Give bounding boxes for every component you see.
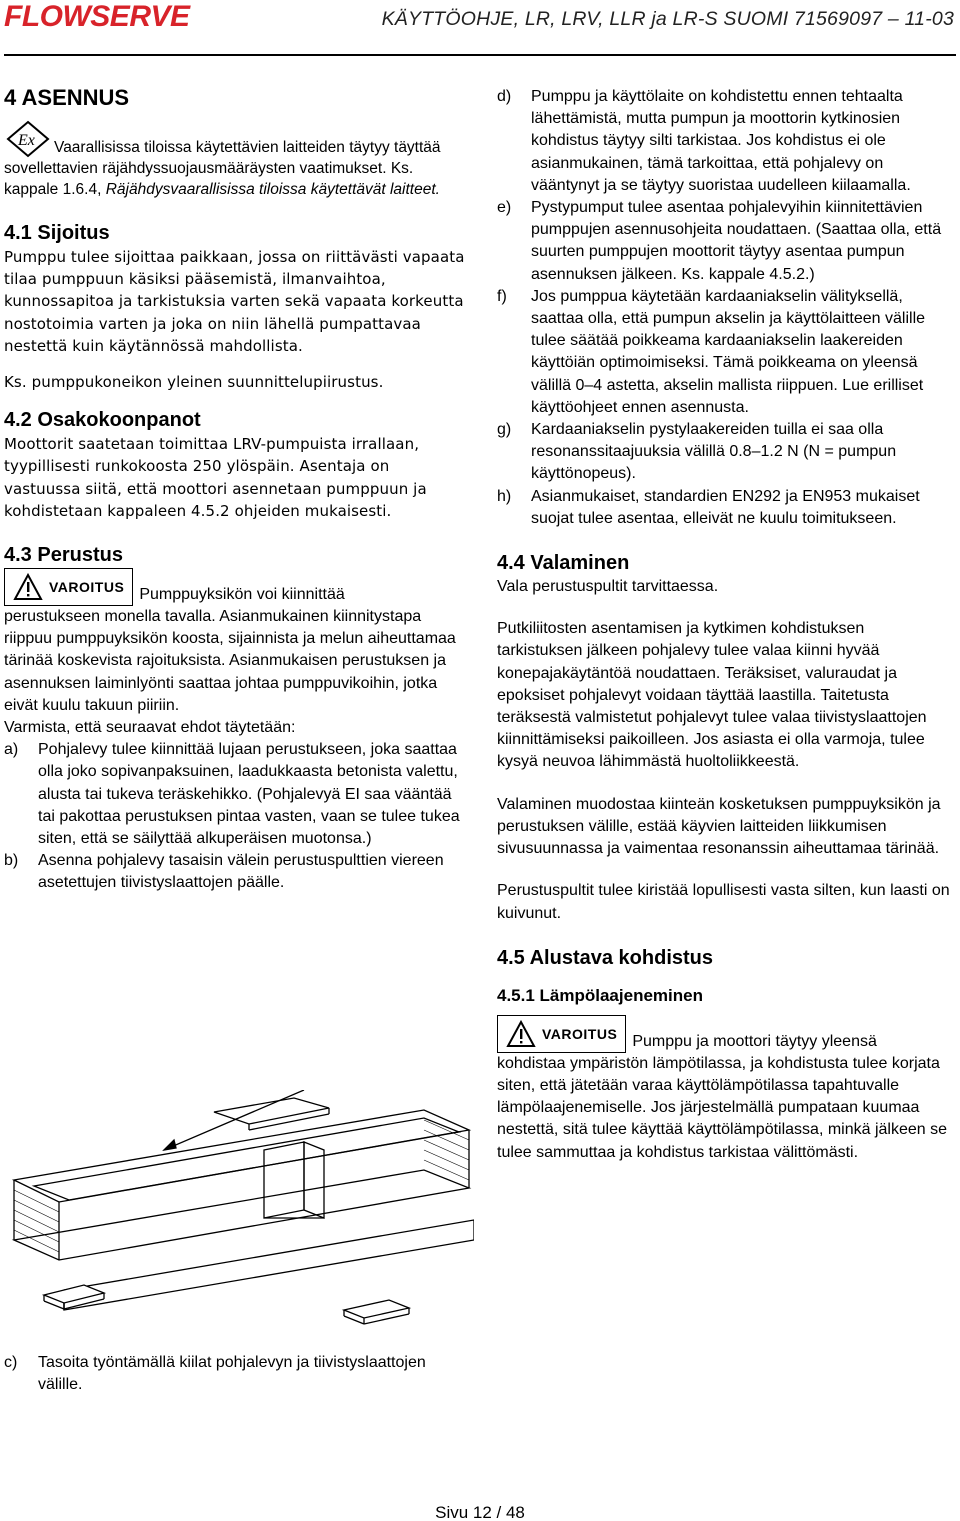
verify-intro: Varmista, että seuraavat ehdot täytetään: <box>4 719 296 737</box>
warning-badge: VAROITUS <box>4 568 133 606</box>
grout-paragraph-3: Valaminen muodostaa kiinteän kosketuksen pumppuyksikön ja perustuksen välille, estää käyvien laitteiden liikkumisen sivusuunnassa ja vaimentaa resonanssin aiheuttamaa tärinää. <box>497 795 941 858</box>
grout-paragraph-1: Vala perustuspultit tarvittaessa. <box>497 578 719 596</box>
alignment-conditions-list <box>497 86 953 530</box>
section-heading-parts: 4.2 Osakokoonpanot <box>4 409 201 432</box>
section-heading-grouting: 4.4 Valaminen <box>497 552 630 575</box>
grout-paragraph-2: Putkiliitosten asentamisen ja kytkimen kohdistuksen tarkistuksen jälkeen pohjalevy tulee valaa kiinni hyvää konepajakäytäntöä noudattaen. Teräksiset, valuraudat ja epoksiset pohjalevyt voidaan täyttää laastilla. Taitetusta teräksestä valmistetut pohjalevyt tulee valaa tiivistyslaattojen kiinnittämiseksi paikoilleen. Jos asiasta ei olla varmoja, tulee kysyä neuvoa lähimmästä huoltoliikkeestä. <box>497 620 927 771</box>
foundation-conditions-list <box>4 739 466 894</box>
thermal-paragraph-cont: kohdistaa ympäristön lämpötilassa, ja kohdistusta tulee korjata siten, että jätetään varaa käyttölämpötilassa tapahtuvalle lämpölaajenemiselle. Jos järjestelmällä pumpataan kuumaa nestettä, sitä tulee käyttää käyttölämpötilassa, minkä jälkeen se tulee sammuttaa ja kohdistus tarkistaa välittömästi. <box>497 1054 948 1161</box>
list-item: e) Pystypumput tulee asentaa pohjalevyihin kiinnitettävien pumppujen asennusohjeita noudattaen. (Saattaa olla, että suurten pumppujen moottorit täytyy asentaa pumpun asennuksen jälkeen. Ks. kappale 4.5.2.) <box>497 199 942 283</box>
list-item: d) Pumppu ja käyttölaite on kohdistettu ennen tehtaalta lähettämistä, mutta pumpun ja moottorin kytkinosien kohdistus täytyy silti tarkistaa. Jos kohdistus ei ole asianmukainen, tämä tarkoittaa, että pohjalevy on vääntynyt ja se täytyy suoristaa uudelleen kiilaamalla. <box>497 88 911 194</box>
baseplate-illustration <box>4 1090 474 1350</box>
logo-text: FLOWSERVE <box>4 0 190 33</box>
page-number: Sivu 12 / 48 <box>435 1503 525 1521</box>
warning-triangle-icon <box>13 573 43 601</box>
section-heading-location: 4.1 Sijoitus <box>4 222 110 244</box>
step-c <box>4 1352 466 1396</box>
list-item: c) Tasoita työntämällä kiilat pohjalevyn ja tiivistyslaattojen välille. <box>4 1354 426 1394</box>
list-item: a) Pohjalevy tulee kiinnittää lujaan perustukseen, joka saattaa olla joko sopivanpaksuinen, laadukkaasta betonista valettu, alusta tai tukeva teräskehikko. (Pohjalevyä EI saa vääntää tai pakottaa perustuksen pintaa vasten, vaan se tulee tukea siten, että se säilyttää alkuperäisen muotonsa.) <box>4 741 460 848</box>
parts-paragraph: Moottorit saatetaan toimittaa LRV-pumpuista irrallaan, tyypillisesti runkokoosta 250 ylöspäin. Asentaja on vastuussa siitä, että moottori asennetaan pumppuun ja kohdistetaan kappaleen 4.5.2 ohjeiden mukaisesti. <box>4 435 427 520</box>
right-column <box>497 86 953 1164</box>
list-item: h) Asianmukaiset, standardien EN292 ja EN953 mukaiset suojat tulee asentaa, elleivät ne kuulu toimitukseen. <box>497 487 920 527</box>
document-title: KÄYTTÖOHJE, LR, LRV, LLR ja LR-S SUOMI 71569097 – 11-03 <box>381 8 954 30</box>
page-header <box>0 0 960 60</box>
location-paragraph: Pumppu tulee sijoittaa paikkaan, jossa on riittävästi vapaata tilaa pumppuun käsiksi pääsemistä, ilmanvaihtoa, kunnossapitoa ja tarkistuksia varten sekä vapaata korkeutta nostotoimia varten ja joka on niin lähellä pumpattavaa nestettä kuin käytännössä mahdollista. <box>4 248 465 355</box>
left-column <box>4 84 466 895</box>
ex-note: Ex Vaarallisissa tiloissa käytettävien laitteiden täytyy täyttää sovellettavien räjähdyssuojausmääräysten vaatimukset. Ks. kappale 1.6.4, Räjähdysvaarallisissa tiloissa käytettävät laitteet. <box>4 120 466 200</box>
location-reference: Ks. pumppukoneikon yleinen suunnittelupiirustus. <box>4 373 384 392</box>
thermal-paragraph: VAROITUS Pumppu ja moottori täytyy yleensä <box>497 1015 953 1053</box>
section-heading-alignment: 4.5 Alustava kohdistus <box>497 946 713 969</box>
flowserve-logo <box>4 0 190 33</box>
section-heading-install: 4 ASENNUS <box>4 85 130 110</box>
section-heading-foundation: 4.3 Perustus <box>4 544 123 567</box>
foundation-paragraph-cont: perustukseen monella tavalla. Asianmukainen kiinnitystapa riippuu pumppuyksikön koosta, sijainnista ja melun aiheuttamaa tärinää koskevista rajoituksista. Asianmukaisen perustuksen ja asennuksen laiminlyönti saattaa johtaa pumppuvikoihin, jotka eivät kuulu takuun piiriin. <box>4 608 456 714</box>
foundation-paragraph: VAROITUS Pumppuyksikön voi kiinnittää <box>4 568 466 606</box>
grout-paragraph-4: Perustuspultit tulee kiristää lopullisesti vasta silten, kun laasti on kuivunut. <box>497 882 950 922</box>
list-item: g) Kardaaniakselin pystylaakereiden tuilla ei saa olla resonanssitaajuuksia välillä 0.8–1.2 N (N = pumpun käyttönopeus). <box>497 421 897 483</box>
list-item: f) Jos pumppua käytetään kardaaniakselin välityksellä, saattaa olla, että pumpun akselin ja käyttölaitteen välille tulee säätää poikkeama kardaaniakselin laakereiden käyttöiän optimoimiseksi. Tämä poikkeama on yleensä välillä 0–4 astetta, akselin mallista riippuen. Lue erilliset käyttöohjeet ennen asennusta. <box>497 287 926 416</box>
svg-text:Ex: Ex <box>18 132 35 149</box>
list-item: b) Asenna pohjalevy tasaisin välein perustuspulttien viereen asetettujen tiivistyslaattojen päälle. <box>4 852 444 892</box>
section-heading-thermal: 4.5.1 Lämpölaajeneminen <box>497 985 703 1005</box>
ex-hazard-icon <box>4 120 52 158</box>
warning-triangle-icon <box>506 1020 536 1048</box>
warning-badge: VAROITUS <box>497 1015 626 1053</box>
header-divider <box>4 54 956 56</box>
